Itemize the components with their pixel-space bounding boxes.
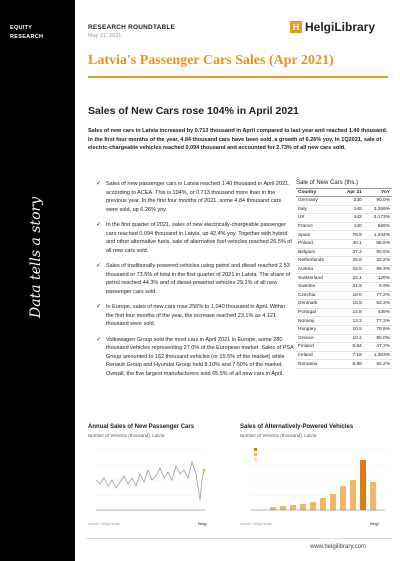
- sidebar-label: [10, 24, 43, 42]
- sales-table-panel: [296, 180, 392, 369]
- cell-sales: 21.9: [338, 282, 364, 291]
- cell-yoy: 90.0%: [364, 334, 392, 343]
- lead-paragraph: Sales of new cars in Latvia increased by 0.713 thousand in April compared to last year and reached 1.40 thousand. In the first four months of the year, 4.84 thousand cars have been sold, a growth of 6.26% yoy. In 1Q2021, sale of electric-chargeable vehicles reached 0.094 thousand and accounted for 2.73% of all new cars sold.: [88, 128, 388, 151]
- table-row: [296, 248, 392, 257]
- table-row: [296, 231, 392, 240]
- cell-country: Netherlands: [296, 257, 338, 266]
- cell-yoy: 90.0%: [364, 197, 392, 206]
- table-row: [296, 274, 392, 283]
- footer-divider: [86, 538, 392, 539]
- bullet-item: ✓ Sales of traditionally-powered vehicles using petrol and diesel reached 2.53 thousand or 73.5% of total in the first quarter of 2021 in Latvia. The share of petrol reached 44.3% and of diesel-powered vehicles 29.1% of all new passenger cars sold.: [96, 262, 294, 296]
- table-row: [296, 197, 392, 206]
- bar: [360, 460, 366, 510]
- cell-yoy: 129%: [364, 274, 392, 283]
- cell-country: Greece: [296, 334, 338, 343]
- sidebar: [0, 0, 75, 561]
- left-chart-last-point: [203, 469, 205, 471]
- cell-country: Romania: [296, 360, 338, 369]
- header-label: RESEARCH ROUNDTABLE: [88, 24, 176, 31]
- cell-sales: 230: [338, 197, 364, 206]
- cell-country: France: [296, 222, 338, 231]
- table-header-row: [296, 189, 392, 197]
- cell-yoy: 88.6%: [364, 239, 392, 248]
- table-row: [296, 257, 392, 266]
- bar: [300, 504, 306, 510]
- cell-yoy: 99.3%: [364, 265, 392, 274]
- sidebar-line-equity: EQUITY: [10, 25, 33, 31]
- table-row: [296, 222, 392, 231]
- bullet-item: ✓ In Europe, sales of new cars rose 256% to 1,040 thousand in April. Within the first four months of the year, the increase reached 23.1% as 4,121 thousand were sold.: [96, 303, 294, 329]
- col-header-yoy: YoY: [364, 189, 392, 197]
- col-header-country: Country: [296, 189, 338, 197]
- right-chart-source: Source: HelgiLibrary: [240, 522, 272, 526]
- left-chart-title: Annual Sales of New Passenger Cars: [88, 424, 195, 430]
- cell-sales: 140: [338, 222, 364, 231]
- bar: [350, 480, 356, 510]
- table-row: [296, 291, 392, 300]
- right-bar-chart: [240, 440, 390, 520]
- footer-link[interactable]: www.helgilibrary.com: [310, 544, 366, 550]
- left-chart-series-line: [96, 462, 204, 500]
- left-chart-subtitle: Number of Vehicles (thousand), Latvia: [88, 433, 165, 438]
- sidebar-line-research: RESEARCH: [10, 34, 44, 40]
- bar: [290, 505, 296, 510]
- cell-yoy: 47.2%: [364, 343, 392, 352]
- cell-yoy: 439%: [364, 308, 392, 317]
- sidebar-tagline: Data tells a story: [28, 196, 44, 318]
- table-row: [296, 300, 392, 309]
- bullet-list: [96, 180, 294, 385]
- bar: [330, 494, 336, 510]
- cell-sales: 10.5: [338, 325, 364, 334]
- cell-country: Austria: [296, 265, 338, 274]
- cell-country: Germany: [296, 197, 338, 206]
- table-row: [296, 317, 392, 326]
- cell-yoy: 1,344%: [364, 231, 392, 240]
- bullet-item: ✓ Sales of new passenger cars in Latvia reached 1.40 thousand in April 2021, according to ACEA. This is 104%, or 0.713 thousand more than in the previous year. In the first four months of 2021, some 4.84 thousand cars were sold, up 6.26% yoy.: [96, 180, 294, 214]
- bar: [340, 486, 346, 510]
- cell-yoy: 52.3%: [364, 300, 392, 309]
- cell-yoy: 3,269%: [364, 205, 392, 214]
- right-chart-bars: [270, 460, 376, 510]
- cell-yoy: 77.3%: [364, 317, 392, 326]
- table-row: [296, 205, 392, 214]
- table-row: [296, 351, 392, 360]
- title-divider: [88, 76, 388, 78]
- cell-yoy: 80.6%: [364, 248, 392, 257]
- cell-sales: 22.1: [338, 274, 364, 283]
- cell-country: Denmark: [296, 300, 338, 309]
- left-line-chart: [88, 440, 216, 520]
- cell-sales: 7.16: [338, 351, 364, 360]
- cell-country: Finland: [296, 343, 338, 352]
- cell-sales: 22.5: [338, 265, 364, 274]
- right-chart-title: Sales of Alternatively-Powered Vehicles: [240, 424, 354, 430]
- bar: [270, 507, 276, 510]
- cell-sales: 40.1: [338, 239, 364, 248]
- header-date: May 21, 2021: [88, 33, 122, 39]
- table-title: Sale of New Cars (ths.): [296, 180, 359, 186]
- cell-country: Sweden: [296, 282, 338, 291]
- cell-yoy: 6.9%: [364, 282, 392, 291]
- right-chart-brand: Helgi: [370, 522, 379, 526]
- bullet-item: ✓ In the first quarter of 2021, sales of new electrically-chargeable passenger cars reached 0.094 thousand in Latvia, up 42.4% yoy. Together with hybrid and other alternative fuels, sale of alternative fuel vehicles reached 26.5% of all new cars sold.: [96, 221, 294, 255]
- cell-sales: 15.5: [338, 300, 364, 309]
- cell-country: Czechia: [296, 291, 338, 300]
- table-row: [296, 325, 392, 334]
- table-row: [296, 343, 392, 352]
- cell-yoy: 77.2%: [364, 291, 392, 300]
- table-row: [296, 282, 392, 291]
- cell-sales: 19.0: [338, 291, 364, 300]
- article-subtitle: Sales of New Cars rose 104% in April 2021: [88, 105, 299, 117]
- table-row: [296, 334, 392, 343]
- cell-country: Spain: [296, 231, 338, 240]
- sales-table: [296, 188, 392, 369]
- table-body: [296, 197, 392, 369]
- cell-yoy: 3,173%: [364, 214, 392, 223]
- cell-yoy: 32.2%: [364, 257, 392, 266]
- cell-sales: 6.88: [338, 360, 364, 369]
- right-chart-subtitle: Number of Vehicles (thousand), Latvia: [240, 433, 317, 438]
- left-chart-source: Source: HelgiLibrary: [88, 522, 120, 526]
- brand-logo[interactable]: [290, 20, 375, 34]
- cell-yoy: 1,303%: [364, 351, 392, 360]
- cell-country: Switzerland: [296, 274, 338, 283]
- bar: [310, 502, 316, 510]
- bar: [320, 498, 326, 510]
- table-row: [296, 239, 392, 248]
- table-row: [296, 360, 392, 369]
- table-row: [296, 214, 392, 223]
- cell-yoy: 76.9%: [364, 325, 392, 334]
- col-header-apr21: Apr 21: [338, 189, 364, 197]
- cell-country: Belgium: [296, 248, 338, 257]
- page-title: Latvia's Passenger Cars Sales (Apr 2021): [88, 53, 334, 68]
- right-chart-legend: [254, 448, 257, 461]
- cell-country: Norway: [296, 317, 338, 326]
- cell-country: Ireland: [296, 351, 338, 360]
- cell-sales: 25.8: [338, 257, 364, 266]
- cell-yoy: 566%: [364, 222, 392, 231]
- left-chart-brand: Helgi: [198, 522, 207, 526]
- cell-sales: 142: [338, 214, 364, 223]
- brand-name: HelgiLibrary: [305, 20, 376, 34]
- cell-country: Hungary: [296, 325, 338, 334]
- cell-sales: 14.8: [338, 308, 364, 317]
- cell-country: Poland: [296, 239, 338, 248]
- cell-sales: 10.2: [338, 334, 364, 343]
- bar: [280, 506, 286, 510]
- cell-sales: 37.2: [338, 248, 364, 257]
- table-row: [296, 265, 392, 274]
- cell-sales: 8.84: [338, 343, 364, 352]
- cell-sales: 78.9: [338, 231, 364, 240]
- cell-country: UK: [296, 214, 338, 223]
- cell-country: Portugal: [296, 308, 338, 317]
- bullet-item: ✓ Volkswagen Group sold the most cars in April 2021 in Europe, some 280 thousand vehicles representing 27.0% of the European market. Sales of PSA Group amounted to 162 thousand vehicles (or 15.5% of the market) while Renault Group and Hyundai Group held 8.10% and 7.50% of the market. Overall, the five largest manufacturers sold 65.5% of all new cars in April.: [96, 336, 294, 379]
- bar: [370, 482, 376, 510]
- cell-sales: 145: [338, 205, 364, 214]
- cell-country: Italy: [296, 205, 338, 214]
- table-row: [296, 308, 392, 317]
- cell-sales: 13.2: [338, 317, 364, 326]
- brand-mark-icon: H: [290, 21, 302, 33]
- cell-yoy: 92.2%: [364, 360, 392, 369]
